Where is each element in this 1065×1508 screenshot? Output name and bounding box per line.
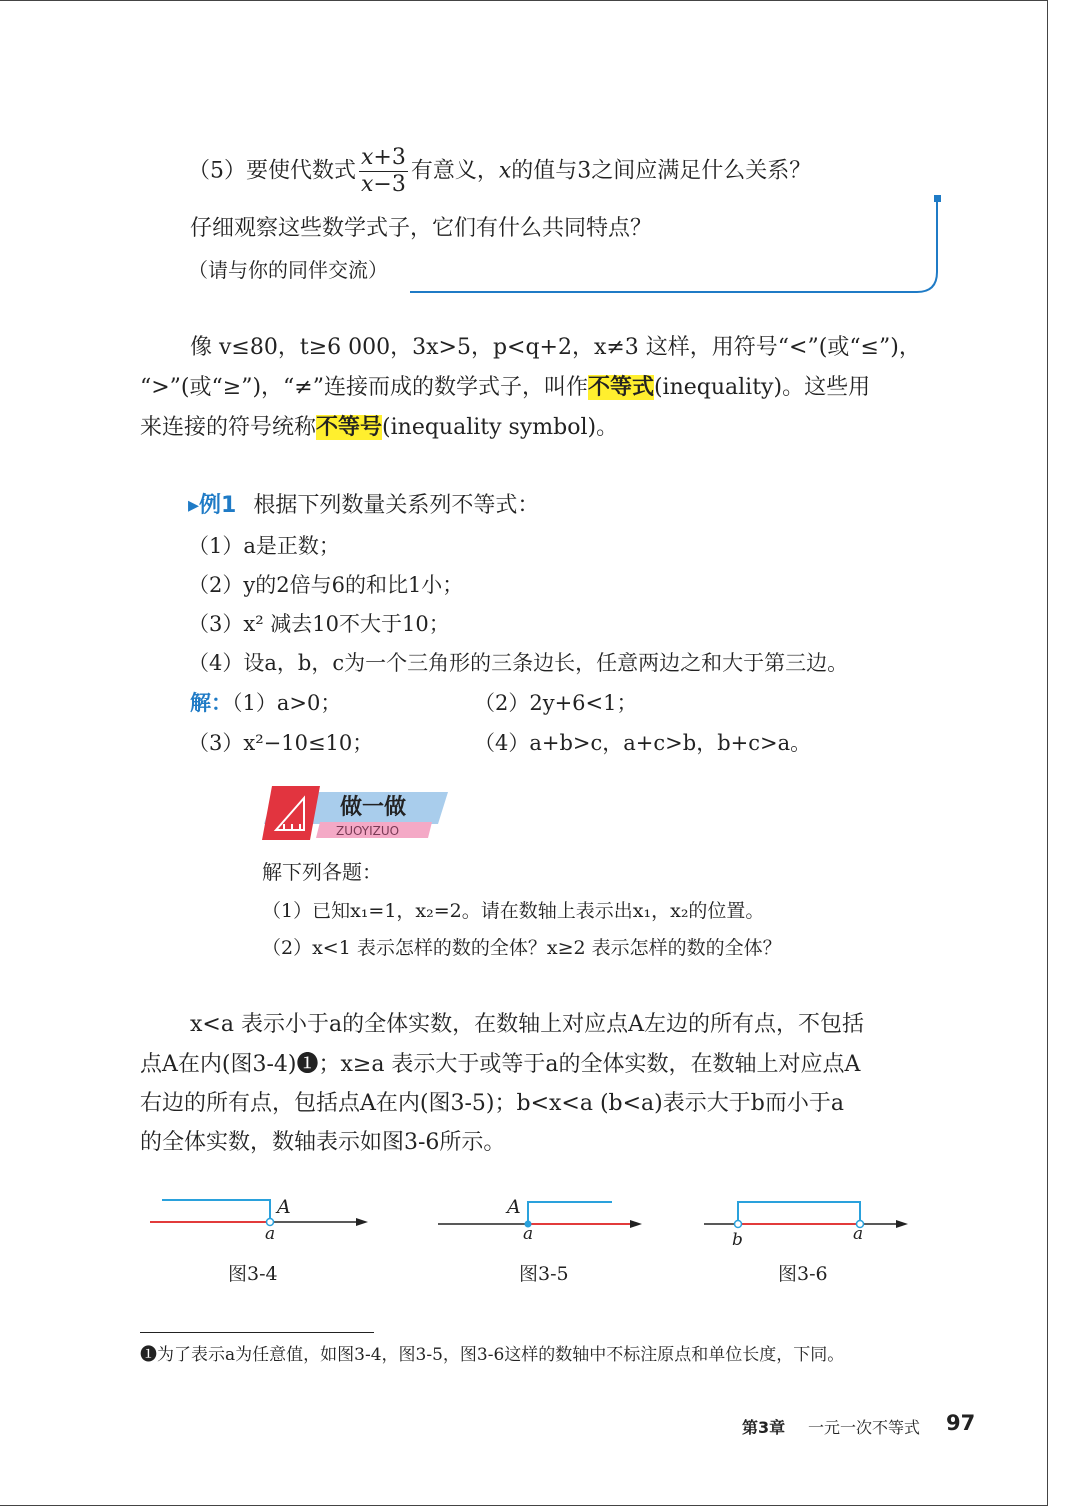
- example-item-3: （3）x² 减去10不大于10；: [188, 612, 450, 636]
- solution-4: （4）a+b>c，a+c>b，b+c>a。: [474, 731, 812, 755]
- footnote-divider: [140, 1332, 374, 1333]
- footer-chapter-title: 一元一次不等式: [808, 1418, 921, 1437]
- activity-badge-pinyin: ZUOYIZUO: [336, 824, 400, 838]
- discuss-note: （请与你的同伴交流）: [188, 258, 388, 282]
- example-item-1: （1）a是正数；: [188, 534, 340, 558]
- footnote: ❶为了表示a为任意值，如图3-4，图3-5，图3-6这样的数轴中不标注原点和单位长度，下同。: [140, 1345, 845, 1365]
- activity-item-2: （2）x<1 表示怎样的数的全体？x≥2 表示怎样的数的全体？: [262, 937, 782, 959]
- solution-row-1: 解：（1）a>0；: [190, 691, 342, 715]
- example-item-2: （2）y的2倍与6的和比1小；: [188, 573, 464, 597]
- figure-3-5-value-label: a: [523, 1224, 534, 1244]
- figure-3-4-point-label: A: [277, 1196, 291, 1218]
- explanation-line-2: 点A在内(图3-4)❶；x≥a 表示大于或等于a的全体实数，在数轴上对应点A: [140, 1052, 861, 1077]
- activity-prompt: 解下列各题：: [262, 860, 382, 884]
- figure-3-5-number-line: [434, 1190, 654, 1250]
- figure-3-6-caption: 图3-6: [778, 1263, 828, 1285]
- explanation-line-1: x<a 表示小于a的全体实数，在数轴上对应点A左边的所有点，不包括: [190, 1012, 864, 1037]
- figure-3-5-point-label: A: [507, 1196, 521, 1218]
- example-item-4: （4）设a，b，c为一个三角形的三条边长，任意两边之和大于第三边。: [188, 651, 849, 675]
- term-inequality: 不等式: [587, 375, 654, 400]
- footer-chapter: 第3章: [742, 1418, 786, 1437]
- solution-3: （3）x²−10≤10；: [188, 731, 374, 755]
- figure-3-6-left-label: b: [732, 1230, 743, 1250]
- page-number: 97: [946, 1411, 976, 1435]
- term-inequality-symbol: 不等号: [316, 415, 383, 440]
- figure-3-6-right-label: a: [853, 1224, 864, 1244]
- example-marker: ▸例1: [188, 493, 237, 518]
- activity-item-1: （1）已知x₁=1，x₂=2。请在数轴上表示出x₁，x₂的位置。: [262, 900, 765, 922]
- figure-3-4-number-line: [146, 1190, 376, 1250]
- figure-3-4-caption: 图3-4: [228, 1263, 278, 1285]
- figure-3-4-value-label: a: [265, 1224, 276, 1244]
- figure-3-5-caption: 图3-5: [519, 1263, 569, 1285]
- explanation-line-4: 的全体实数，数轴表示如图3-6所示。: [140, 1130, 506, 1155]
- explanation-line-3: 右边的所有点，包括点A在内(图3-5)；b<x<a (b<a)表示大于b而小于a: [140, 1091, 844, 1116]
- example-1-heading: ▸例1 根据下列数量关系列不等式：: [188, 493, 540, 518]
- solution-label: 解：: [190, 691, 232, 715]
- definition-line-1: 像 v≤80，t≥6 000，3x>5，p<q+2，x≠3 这样，用符号“<”(或“≤”)，: [190, 335, 921, 360]
- fraction: $\frac{x+3}{x-3}$: [361, 145, 406, 197]
- thinking-bracket: [380, 192, 950, 302]
- question-5: （5）要使代数式 $\frac{x+3}{x-3}$ 有意义，x的值与3之间应满足什么关系？: [188, 145, 812, 197]
- definition-line-3: 来连接的符号统称不等号(inequality symbol)。: [140, 415, 619, 440]
- solution-2: （2）2y+6<1；: [474, 691, 638, 715]
- observe-question: 仔细观察这些数学式子，它们有什么共同特点？: [190, 216, 653, 241]
- activity-badge-title: 做一做: [340, 795, 407, 820]
- definition-line-2: “>”(或“≥”)，“≠”连接而成的数学式子，叫作不等式(inequality)。这些用: [140, 375, 871, 400]
